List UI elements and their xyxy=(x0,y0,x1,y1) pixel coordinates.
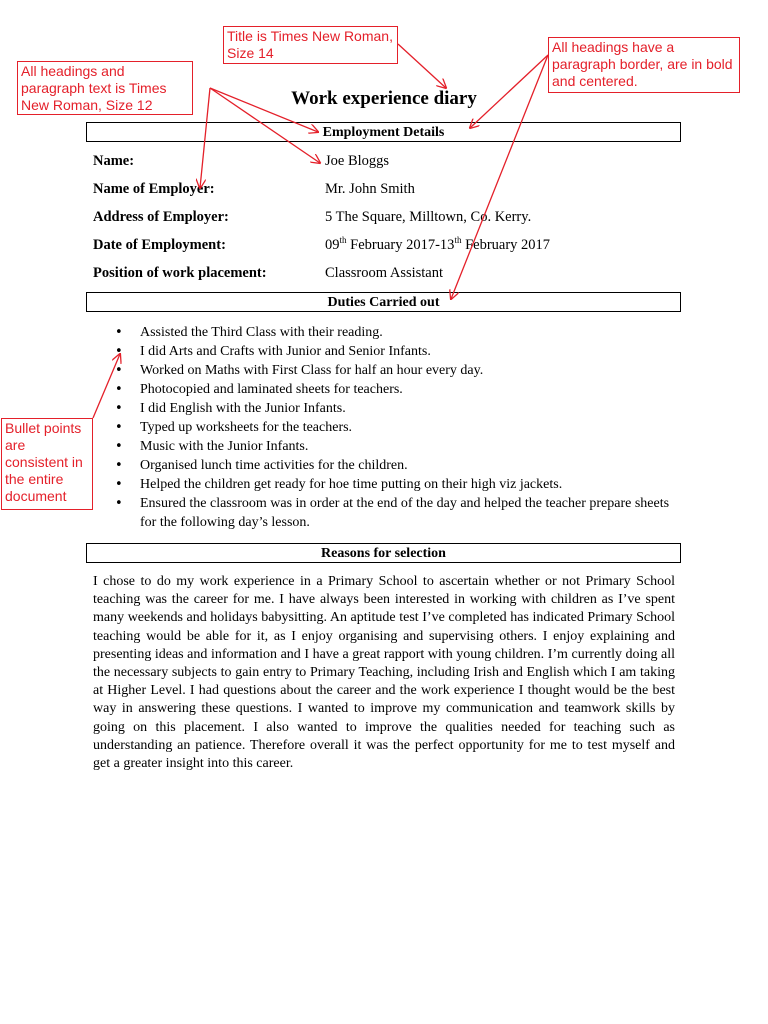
field-label-date: Date of Employment: xyxy=(93,237,226,253)
field-value-position: Classroom Assistant xyxy=(325,265,444,281)
section-heading-employment: Employment Details xyxy=(86,122,681,142)
list-item: • I did Arts and Crafts with Junior and Senior Infants. xyxy=(112,342,682,361)
duties-list xyxy=(112,323,682,532)
field-label-address: Address of Employer: xyxy=(93,209,229,225)
field-value-date: 09th February 2017-13th February 2017 xyxy=(325,235,551,253)
reasons-paragraph: I chose to do my work experience in a Primary School to ascertain whether or not Primary School teaching was the career for me. I have always been interested in working with children as I’ve spent many weekends and holidays babysitting. An aptitude test I’ve completed has indicated Primary School teaching would be able for it, as I enjoy organising and supervising others. I enjoy explaining and presenting ideas and information and I have a great rapport with young children. I’m currently doing all the necessary subjects to gain entry to Primary Teaching, including Irish and English which I am taking at Higher Level. I had questions about the career and the work experience I thought would be the best way in answering these questions. I wanted to improve my communication and teamwork skills by going on this placement. I also wanted to improve the qualities needed for teaching such as understanding an patience. Therefore overall it was the perfect opportunity for me to test myself and get a greater insight into this career. xyxy=(93,574,675,772)
field-value-employer: Mr. John Smith xyxy=(325,181,415,197)
document-title: Work experience diary xyxy=(291,88,477,109)
annotation-heading-border: All headings have a paragraph border, are in bold and centered. xyxy=(548,37,740,93)
field-value-name: Joe Bloggs xyxy=(325,153,390,169)
list-item: • Assisted the Third Class with their reading. xyxy=(112,323,682,342)
section-heading-reasons: Reasons for selection xyxy=(86,543,681,563)
list-item: • Helped the children get ready for hoe time putting on their high viz jackets. xyxy=(112,475,682,494)
annotation-title-font: Title is Times New Roman, Size 14 xyxy=(223,26,398,64)
list-item: • Music with the Junior Infants. xyxy=(112,437,682,456)
list-item: • Typed up worksheets for the teachers. xyxy=(112,418,682,437)
annotation-heading-font: All headings and paragraph text is Times New Roman, Size 12 xyxy=(17,61,193,115)
list-item: • I did English with the Junior Infants. xyxy=(112,399,682,418)
list-item: • Worked on Maths with First Class for half an hour every day. xyxy=(112,361,682,380)
field-label-employer: Name of Employer: xyxy=(93,181,215,197)
list-item: • Ensured the classroom was in order at the end of the day and helped the teacher prepare sheets for the following day’s lesson. xyxy=(112,494,682,532)
annotation-bullet-points: Bullet points are consistent in the entire document xyxy=(1,418,93,510)
field-label-position: Position of work placement: xyxy=(93,265,267,281)
field-label-name: Name: xyxy=(93,153,135,169)
arrow-to-title xyxy=(398,44,446,88)
list-item: • Photocopied and laminated sheets for teachers. xyxy=(112,380,682,399)
field-value-address: 5 The Square, Milltown, Co. Kerry. xyxy=(325,209,532,225)
section-heading-duties: Duties Carried out xyxy=(86,292,681,312)
list-item: • Organised lunch time activities for the children. xyxy=(112,456,682,475)
